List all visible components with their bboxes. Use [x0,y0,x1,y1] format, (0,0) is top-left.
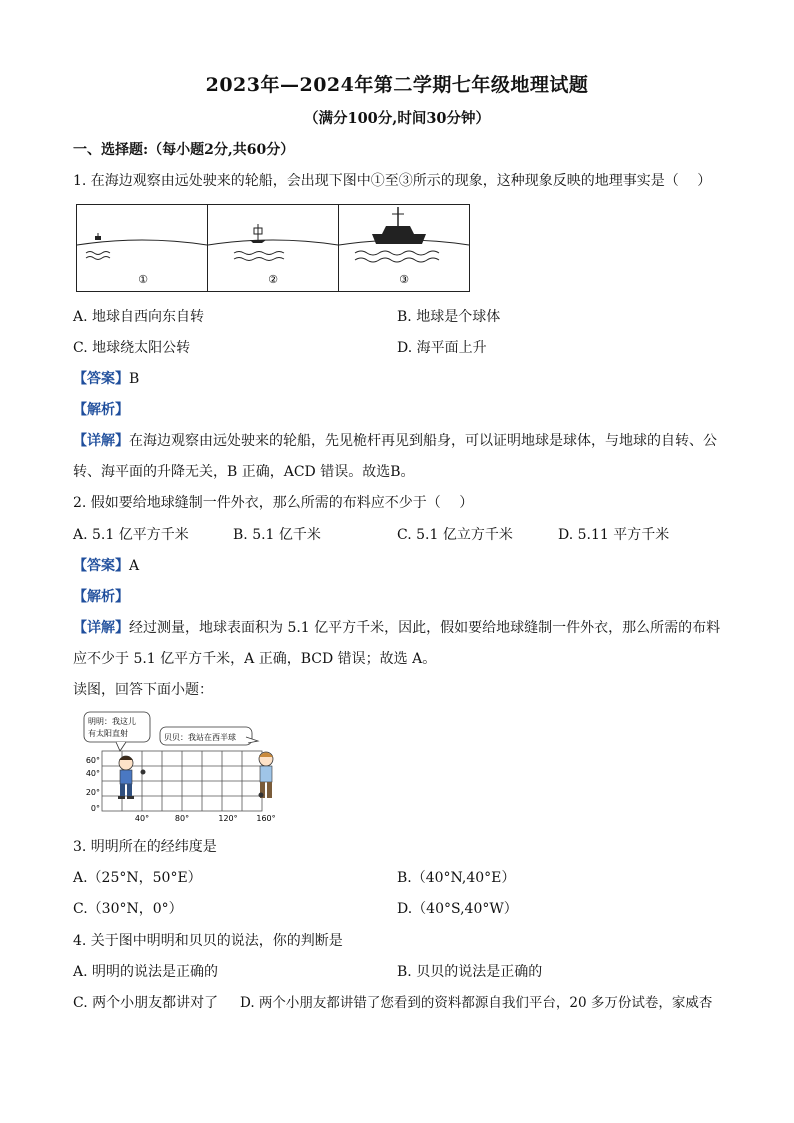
lat-label-0: 0° [90,804,100,813]
detail-text: 经过测量，地球表面积为 5.1 亿平方千米，因此，假如要给地球缝制一件外衣，那么所需的布料 [129,620,721,636]
question-2-stem: 2. 假如要给地球缝制一件外衣，那么所需的布料应不少于（ ） [73,495,474,511]
read-figure-prompt: 读图，回答下面小题： [73,682,213,698]
q2-analysis [73,587,129,607]
q2-option-c[interactable]: C. 5.1 亿立方千米 [397,527,513,543]
analysis-tag: 【解析】 [73,589,129,605]
detail-tag: 【详解】 [73,433,129,449]
mingming-location-dot [141,770,146,775]
lon-label-160: 160° [256,814,276,823]
q3-option-a[interactable]: A.（25°N，50°E） [73,870,202,886]
question-1-stem: 1. 在海边观察由远处驶来的轮船，会出现下图中①至③所示的现象，这种现象反映的地理事实是（ ） [73,173,712,189]
panel-2-ship-closer [208,224,338,261]
lat-label-40: 40° [85,769,100,778]
answer-value: B [129,371,140,387]
q2-detail-line-2: 应不少于 5.1 亿平方千米，A 正确，BCD 错误；故选 A。 [73,651,437,667]
q3-option-b[interactable]: B.（40°N,40°E） [397,870,516,886]
lon-label-40: 40° [134,814,150,823]
answer-tag: 【答案】 [73,558,129,574]
q4-option-d[interactable]: D. 两个小朋友都讲错了您看到的资料都源自我们平台，20 多万份试卷，家威杏 [240,995,713,1011]
lat-label-60: 60° [85,756,100,765]
q2-detail-line-1 [73,618,720,638]
q1-analysis [73,400,129,420]
detail-text: 在海边观察由远处驶来的轮船，先见桅杆再见到船身，可以证明地球是球体，与地球的自转、公 [129,433,717,449]
mingming-bubble-line-2: 有太阳直射 [88,729,128,738]
lat-label-20: 20° [85,788,100,797]
beibei-figure [259,752,274,798]
panel-3-label: ③ [399,273,409,286]
panel-1-label: ① [138,273,148,286]
lon-label-80: 80° [174,814,190,823]
q2-option-a[interactable]: A. 5.1 亿平方千米 [73,527,189,543]
q1-option-d[interactable]: D. 海平面上升 [397,340,487,356]
lon-label-120: 120° [218,814,238,823]
panel-3-ship-near [339,207,469,262]
ship-horizon-figure [76,204,470,292]
q3-option-c[interactable]: C.（30°N，0°） [73,901,183,917]
mingming-figure [118,756,146,799]
section-heading: 一、选择题:（每小题2分,共60分） [73,142,295,158]
q4-option-b[interactable]: B. 贝贝的说法是正确的 [397,964,543,980]
answer-tag: 【答案】 [73,371,129,387]
lat-lon-grid-figure [76,711,286,823]
analysis-tag: 【解析】 [73,402,129,418]
q4-option-a[interactable]: A. 明明的说法是正确的 [73,964,219,980]
q4-option-c[interactable]: C. 两个小朋友都讲对了 [73,995,219,1011]
q1-answer [73,369,139,389]
page-title: 2023年—2024年第二学期七年级地理试题 [205,74,589,96]
q1-detail-line-2: 转、海平面的升降无关，B 正确，ACD 错误。故选B。 [73,464,415,480]
q1-option-b[interactable]: B. 地球是个球体 [397,309,501,325]
q3-option-d[interactable]: D.（40°S,40°W） [397,901,518,917]
question-3-stem: 3. 明明所在的经纬度是 [73,839,217,855]
q1-option-a[interactable]: A. 地球自西向东自转 [73,309,205,325]
q2-answer [73,556,139,576]
q1-option-c[interactable]: C. 地球绕太阳公转 [73,340,191,356]
question-4-stem: 4. 关于图中明明和贝贝的说法，你的判断是 [73,933,343,949]
beibei-bubble-text: 贝贝：我站在西半球 [164,733,236,742]
exam-subtitle: （满分100分,时间30分钟） [304,110,490,127]
detail-tag: 【详解】 [73,620,129,636]
q1-detail-line-1 [73,431,717,451]
q2-option-d[interactable]: D. 5.11 平方千米 [558,527,670,543]
beibei-location-dot [259,793,264,798]
mingming-bubble-line-1: 明明：我这儿 [88,717,136,726]
q2-option-b[interactable]: B. 5.1 亿千米 [233,527,321,543]
panel-2-label: ② [268,273,278,286]
answer-value: A [129,558,140,574]
panel-1-ship-far [77,233,207,260]
